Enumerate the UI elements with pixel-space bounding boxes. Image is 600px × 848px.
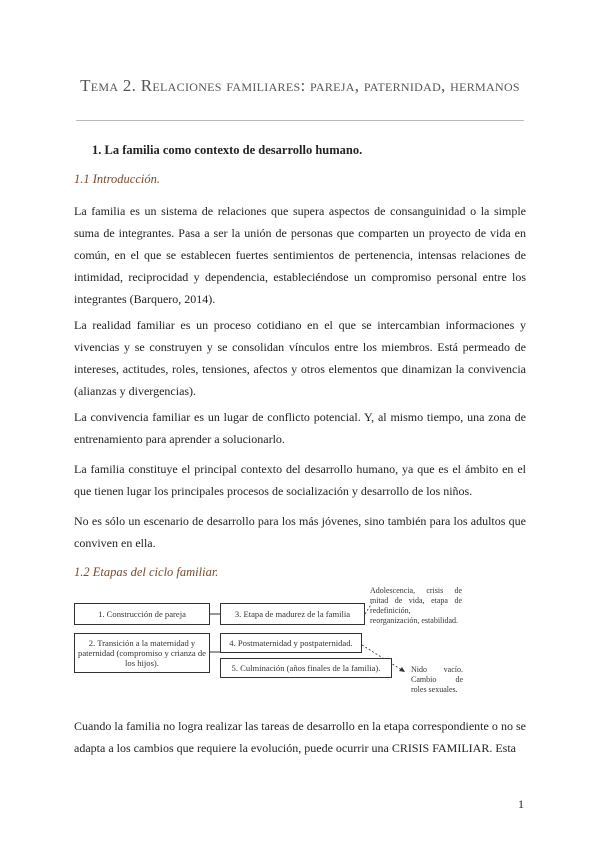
stage-3-label: 3. Etapa de madurez de la familia bbox=[234, 609, 351, 619]
stage-1-box bbox=[74, 603, 210, 625]
paragraph-5: No es sólo un escenario de desarrollo para los más jóvenes, sino también para los adultos que conviven en ella. bbox=[74, 514, 526, 550]
paragraph-1: La familia es un sistema de relaciones que supera aspectos de consanguinidad o la simple suma de integrantes. Pasa a ser la unión de personas que comparten un proyecto de vida en común, en el que se establecen fuertes sentimientos de pertenencia, intensas relaciones de intimidad, reciprocidad y dependencia, estableciéndose un compromiso personal entre los integrantes (Barquero, 2014). bbox=[74, 204, 526, 306]
note-stage-4: Nido vacío. Cambio de roles sexuales. bbox=[411, 665, 463, 694]
page-number: 1 bbox=[518, 797, 524, 811]
stage-1-label: 1. Construcción de pareja bbox=[98, 609, 186, 619]
page-title: Tema 2. Relaciones familiares: pareja, paternidad, hermanos bbox=[80, 76, 520, 95]
paragraph-3: La convivencia familiar es un lugar de conflicto potencial. Y, al mismo tiempo, una zona de entrenamiento para aprender a solucionarlo. bbox=[74, 410, 526, 446]
stage-3-box bbox=[220, 603, 365, 625]
stage-2-box bbox=[74, 633, 210, 673]
stage-2-label: 2. Transición a la maternidad y paternidad (compromiso y crianza de los hijos). bbox=[78, 638, 206, 668]
subsection-introduccion: 1.1 Introducción. bbox=[74, 172, 160, 186]
paragraph-4: La familia constituye el principal contexto del desarrollo humano, ya que es el ámbito en el que tienen lugar los principales procesos de socialización y desarrollo de los niños. bbox=[74, 462, 526, 498]
paragraph-2: La realidad familiar es un proceso cotidiano en el que se intercambian informaciones y vivencias y se construyen y se consolidan vínculos entre los miembros. Está permeado de intereses, actitudes, roles, tensiones, afectos y otros elementos que dinamizan la convivencia (alianzas y divergencias). bbox=[74, 318, 526, 398]
stage-5-box bbox=[220, 658, 392, 678]
note-stage-3: Adolescencia, crisis de mitad de vida, etapa de redefinición, reorganización, estabilidad. bbox=[370, 586, 462, 625]
stage-4-box bbox=[220, 633, 362, 653]
stage-5-label: 5. Culminación (años finales de la familia). bbox=[231, 663, 381, 673]
subsection-etapas: 1.2 Etapas del ciclo familiar. bbox=[74, 565, 219, 579]
stage-4-label: 4. Postmaternidad y postpaternidad. bbox=[229, 638, 353, 648]
arrow-head bbox=[399, 667, 405, 672]
section-heading: 1. La familia como contexto de desarrollo humano. bbox=[92, 143, 363, 157]
paragraph-closing: Cuando la familia no logra realizar las tareas de desarrollo en la etapa correspondiente o no se adapta a los cambios que requiere la evolución, puede ocurrir una CRISIS FAMILIAR. Esta bbox=[74, 719, 526, 755]
